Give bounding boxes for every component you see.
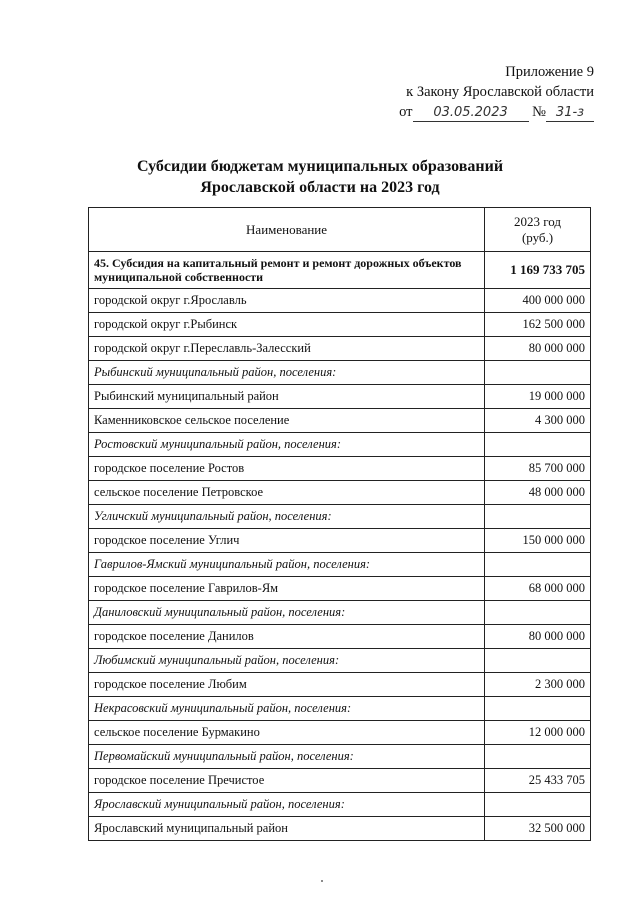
row-name: Даниловский муниципальный район, поселения: — [89, 601, 485, 625]
row-amount — [485, 793, 591, 817]
row-amount: 2 300 000 — [485, 673, 591, 697]
row-amount: 150 000 000 — [485, 529, 591, 553]
row-name: Гаврилов-Ямский муниципальный район, поселения: — [89, 553, 485, 577]
number-prefix: № — [532, 104, 546, 120]
handwritten-number: 31-з — [546, 105, 594, 122]
header-sum-unit: (руб.) — [521, 229, 554, 245]
row-amount: 68 000 000 — [485, 577, 591, 601]
row-name: городской округ г.Переславль-Залесский — [89, 337, 485, 361]
table-row — [89, 409, 591, 433]
table-row — [89, 529, 591, 553]
appendix-number: Приложение 9 — [505, 64, 594, 80]
table-row — [89, 817, 591, 841]
row-name: городское поселение Любим — [89, 673, 485, 697]
table-row — [89, 721, 591, 745]
row-name: городской округ г.Ярославль — [89, 289, 485, 313]
row-name: городское поселение Гаврилов-Ям — [89, 577, 485, 601]
table-row-total — [89, 252, 591, 289]
row-amount — [485, 361, 591, 385]
row-amount: 80 000 000 — [485, 337, 591, 361]
header-sum — [485, 208, 591, 252]
row-amount — [485, 649, 591, 673]
row-name: Рыбинский муниципальный район, поселения: — [89, 361, 485, 385]
table-row-group — [89, 433, 591, 457]
row-amount: 19 000 000 — [485, 385, 591, 409]
row-name: Ростовский муниципальный район, поселения: — [89, 433, 485, 457]
table-row-group — [89, 601, 591, 625]
subsidy-table — [88, 207, 591, 841]
row-name: городское поселение Данилов — [89, 625, 485, 649]
table-row — [89, 385, 591, 409]
row-name: сельское поселение Петровское — [89, 481, 485, 505]
table-row — [89, 673, 591, 697]
row-name: Некрасовский муниципальный район, поселения: — [89, 697, 485, 721]
title-line-2: Ярославской области на 2023 год — [200, 179, 440, 196]
row-name: сельское поселение Бурмакино — [89, 721, 485, 745]
appendix-block — [399, 62, 594, 122]
row-amount: 85 700 000 — [485, 457, 591, 481]
header-sum-year: 2023 год — [514, 213, 562, 229]
appendix-date-line — [399, 102, 594, 122]
table-row — [89, 457, 591, 481]
row-amount: 48 000 000 — [485, 481, 591, 505]
table-row-group — [89, 361, 591, 385]
row-name: 45. Субсидия на капитальный ремонт и ремонт дорожных объектов муниципальной собственности — [89, 252, 485, 289]
row-amount: 1 169 733 705 — [485, 252, 591, 289]
row-name: городское поселение Углич — [89, 529, 485, 553]
table-header-row — [89, 208, 591, 252]
table-body — [89, 252, 591, 841]
row-amount: 400 000 000 — [485, 289, 591, 313]
row-name: Рыбинский муниципальный район — [89, 385, 485, 409]
page-mark — [321, 880, 323, 882]
table-row-group — [89, 745, 591, 769]
row-name: городское поселение Пречистое — [89, 769, 485, 793]
table-row — [89, 577, 591, 601]
row-amount: 4 300 000 — [485, 409, 591, 433]
table-row-group — [89, 793, 591, 817]
title-line-1: Субсидии бюджетам муниципальных образований — [136, 158, 504, 175]
row-amount: 25 433 705 — [485, 769, 591, 793]
header-name: Наименование — [89, 208, 485, 252]
table-row-group — [89, 649, 591, 673]
table-row-group — [89, 505, 591, 529]
row-name: Каменниковское сельское поселение — [89, 409, 485, 433]
handwritten-date: 03.05.2023 — [413, 105, 529, 122]
table-row-group — [89, 553, 591, 577]
table-row — [89, 289, 591, 313]
row-name: Ярославский муниципальный район — [89, 817, 485, 841]
appendix-law-reference: к Закону Ярославской области — [406, 84, 594, 100]
row-amount — [485, 745, 591, 769]
table-row — [89, 337, 591, 361]
table-row — [89, 625, 591, 649]
row-name: Первомайский муниципальный район, поселения: — [89, 745, 485, 769]
row-name: Любимский муниципальный район, поселения: — [89, 649, 485, 673]
row-amount: 32 500 000 — [485, 817, 591, 841]
row-amount — [485, 433, 591, 457]
table-row-group — [89, 697, 591, 721]
row-name: городское поселение Ростов — [89, 457, 485, 481]
row-name: городской округ г.Рыбинск — [89, 313, 485, 337]
row-amount: 80 000 000 — [485, 625, 591, 649]
row-amount — [485, 505, 591, 529]
row-name: Ярославский муниципальный район, поселения: — [89, 793, 485, 817]
row-amount: 12 000 000 — [485, 721, 591, 745]
table-row — [89, 769, 591, 793]
table-row — [89, 313, 591, 337]
row-amount: 162 500 000 — [485, 313, 591, 337]
row-amount — [485, 553, 591, 577]
document-title — [0, 156, 640, 198]
row-amount — [485, 697, 591, 721]
row-amount — [485, 601, 591, 625]
date-prefix: от — [399, 104, 413, 120]
row-name: Угличский муниципальный район, поселения: — [89, 505, 485, 529]
table-row — [89, 481, 591, 505]
